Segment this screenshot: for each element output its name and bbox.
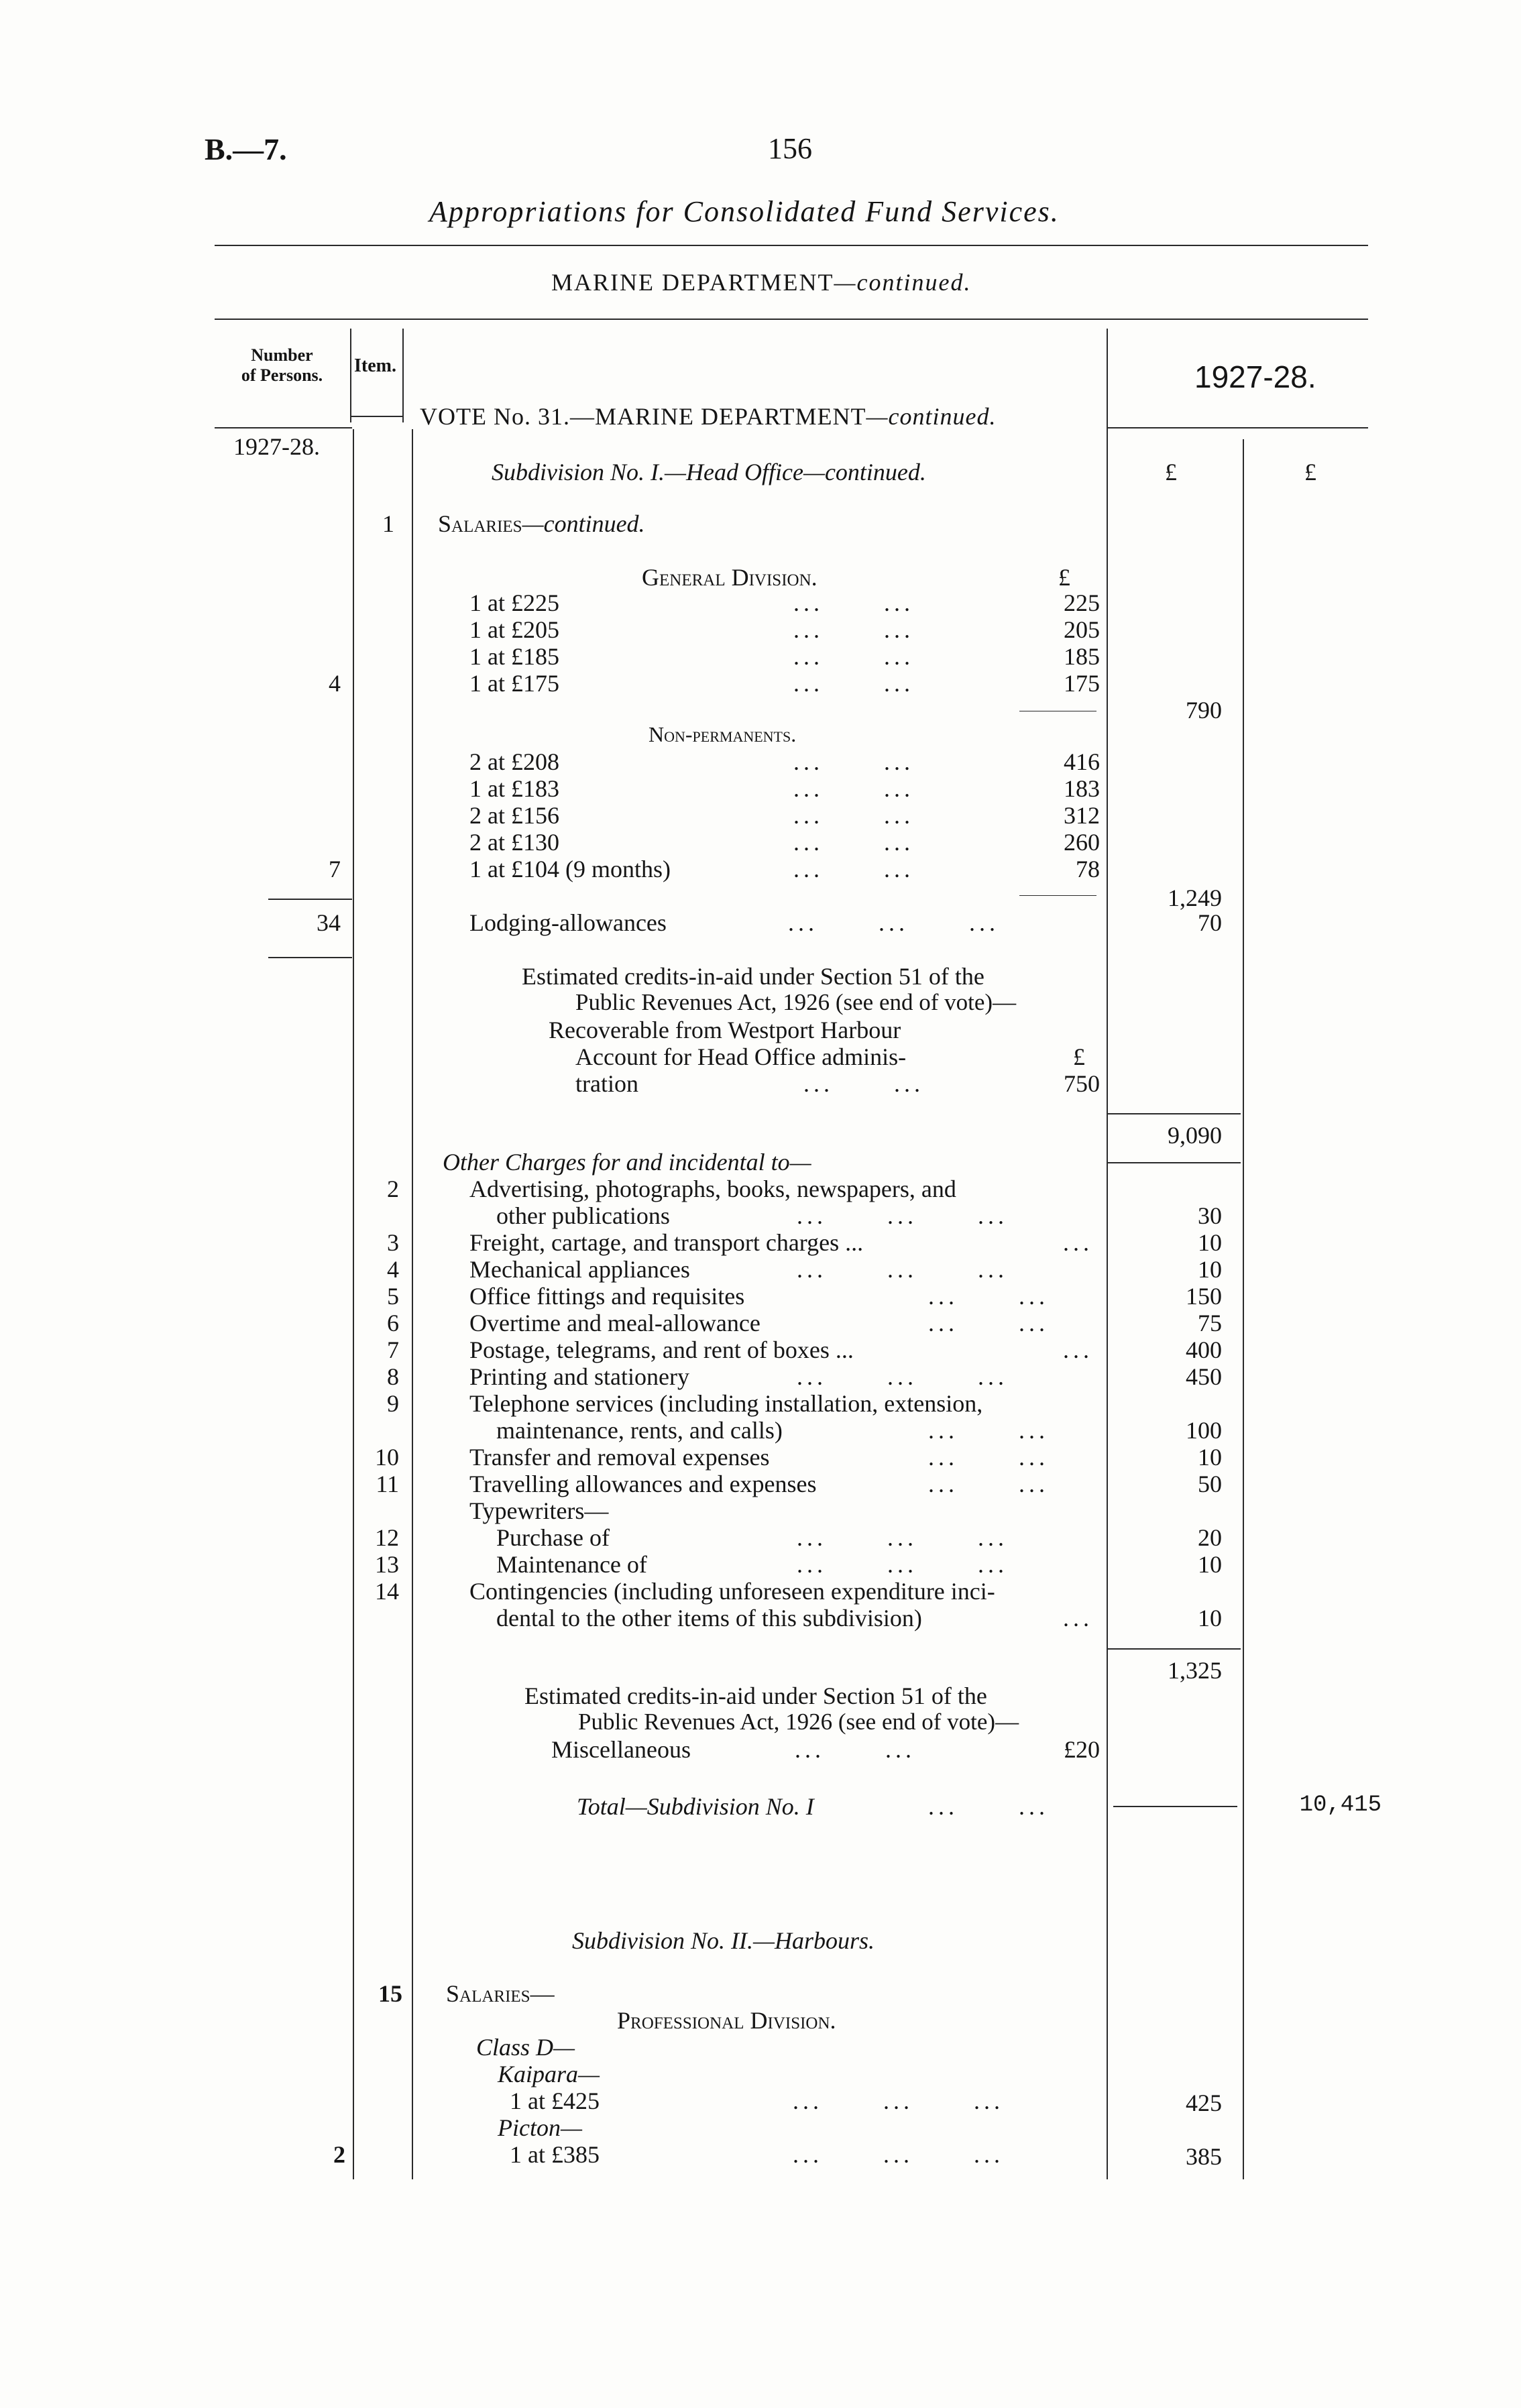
charge-value: 450: [1186, 1363, 1222, 1390]
subdivision-2-persons: 2: [333, 2141, 345, 2168]
non-permanent-row-label: 1 at £104 (9 months): [469, 856, 671, 882]
typewriter-value: 20: [1198, 1524, 1222, 1551]
kaipara-row-label: 1 at £425: [510, 2087, 600, 2114]
other-charges-heading: Other Charges for and incidental to—: [443, 1149, 811, 1176]
col-divider-item-lower: [412, 429, 413, 2179]
year-column-header: 1927-28.: [1194, 359, 1316, 394]
general-row-label: 1 at £205: [469, 616, 559, 643]
department-heading-cont: —continued.: [834, 269, 972, 296]
leader-dots: ... ... ...: [797, 1202, 1008, 1229]
salaries-subtotal-rule-top: [1107, 1113, 1241, 1114]
general-division-heading: General Division.: [642, 564, 818, 591]
leader-dots: ... ...: [928, 1444, 1049, 1471]
non-permanent-row-value: 78: [1076, 856, 1100, 882]
general-division-persons: 4: [329, 670, 341, 697]
item-number: 8: [387, 1363, 399, 1390]
item-number: 9: [387, 1390, 399, 1417]
persons-year-label: 1927-28.: [233, 433, 320, 460]
typewriter-label: Purchase of: [496, 1524, 610, 1551]
charge-value: 400: [1186, 1336, 1222, 1363]
charge-label: Advertising, photographs, books, newspapers, and: [469, 1176, 956, 1202]
page-number: 156: [768, 132, 812, 165]
general-row-label: 1 at £185: [469, 643, 559, 670]
misc-credits-line: Estimated credits-in-aid under Section 51 of the: [524, 1682, 987, 1709]
typewriter-label: Maintenance of: [496, 1551, 647, 1578]
item-number: 3: [387, 1229, 399, 1256]
page-title: Appropriations for Consolidated Fund Services.: [429, 195, 1060, 228]
item-number: 7: [387, 1336, 399, 1363]
leader-dots: ... ...: [928, 1310, 1049, 1336]
leader-dots: ... ... ...: [793, 2141, 1004, 2168]
non-permanent-row-label: 2 at £130: [469, 829, 559, 856]
class-label: Class D—: [476, 2034, 575, 2061]
general-row-value: 225: [1064, 589, 1100, 616]
charge-label: Printing and stationery: [469, 1363, 689, 1390]
item-number: 11: [376, 1471, 399, 1497]
general-row-value: 205: [1064, 616, 1100, 643]
picton-label: Picton—: [498, 2114, 582, 2141]
vote-title: [420, 402, 997, 431]
leader-dots: ... ...: [793, 670, 914, 697]
lodging-allowances-value: 70: [1198, 909, 1222, 936]
leader-dots: ... ...: [928, 1471, 1049, 1497]
charge-value: 30: [1198, 1202, 1222, 1229]
department-heading: [551, 268, 972, 296]
leader-dots: ... ...: [793, 748, 914, 775]
leader-dots: ... ...: [793, 829, 914, 856]
credits-line: Estimated credits-in-aid under Section 51 of the: [522, 963, 984, 990]
contingencies-label-cont: dental to the other items of this subdivision): [496, 1605, 922, 1631]
leader-dots: ... ... ...: [797, 1551, 1008, 1578]
lodging-allowances-label: Lodging-allowances: [469, 909, 667, 936]
department-heading-main: MARINE DEPARTMENT: [551, 269, 834, 296]
document-ref: B.—7.: [205, 132, 287, 166]
salaries-item-number: 1: [382, 510, 394, 537]
persons-total-rule: [268, 957, 352, 958]
item-number: 14: [375, 1578, 399, 1605]
leader-dots: ...: [1063, 1605, 1093, 1631]
credits-line: tration: [575, 1070, 638, 1097]
leader-dots: ... ...: [928, 1793, 1049, 1820]
non-permanents-total: 1,249: [1168, 884, 1222, 911]
item-number: 4: [387, 1256, 399, 1283]
item-column-header: Item.: [354, 355, 396, 376]
other-charges-subtotal: 1,325: [1168, 1657, 1222, 1684]
charge-label: Transfer and removal expenses: [469, 1444, 770, 1471]
table-top-rule: [215, 319, 1368, 320]
item-header-rule: [350, 416, 404, 417]
leader-dots: ... ... ...: [788, 909, 999, 936]
misc-credits-label: Miscellaneous: [551, 1736, 691, 1763]
kaipara-value: 425: [1186, 2089, 1222, 2116]
professional-division-heading: Professional Division.: [617, 2007, 836, 2034]
salaries-label: Salaries: [438, 510, 522, 537]
picton-row-label: 1 at £385: [510, 2141, 600, 2168]
subdivision-1-heading: Subdivision No. I.—Head Office—continued.: [492, 459, 926, 485]
charge-label-cont: maintenance, rents, and calls): [496, 1417, 783, 1444]
non-permanents-heading: Non-permanents.: [649, 722, 797, 746]
charge-label: Overtime and meal-allowance: [469, 1310, 760, 1336]
leader-dots: ... ...: [793, 643, 914, 670]
leader-dots: ...: [1063, 1229, 1093, 1256]
salaries-persons-total: 34: [317, 909, 341, 936]
misc-credits-value: £20: [1064, 1736, 1100, 1763]
charge-label: Postage, telegrams, and rent of boxes ...: [469, 1336, 854, 1363]
general-row-label: 1 at £225: [469, 589, 559, 616]
leader-dots: ... ...: [793, 589, 914, 616]
contingencies-value: 10: [1198, 1605, 1222, 1631]
salaries-label-cont: —continued.: [522, 510, 645, 537]
non-permanent-row-value: 416: [1064, 748, 1100, 775]
item-number: 15: [378, 1980, 402, 2007]
typewriter-value: 10: [1198, 1551, 1222, 1578]
other-charges-subtotal-rule: [1107, 1648, 1241, 1650]
col-divider-amount: [1107, 329, 1108, 2179]
charge-value: 10: [1198, 1256, 1222, 1283]
subdivision-2-salaries-label: Salaries—: [446, 1980, 555, 2007]
amount-pound-header: £: [1165, 459, 1177, 485]
persons-header-rule: [215, 427, 352, 428]
salaries-heading: [438, 510, 645, 538]
col-divider-persons-lower: [353, 429, 354, 2179]
amount-header-rule: [1107, 427, 1368, 428]
general-row-label: 1 at £175: [469, 670, 559, 697]
misc-credits-line: Public Revenues Act, 1926 (see end of vote)—: [578, 1709, 1019, 1735]
leader-dots: ... ...: [803, 1070, 924, 1097]
leader-dots: ... ...: [793, 802, 914, 829]
leader-dots: ... ...: [928, 1417, 1049, 1444]
charge-label: Freight, cartage, and transport charges ...: [469, 1229, 864, 1256]
contingencies-label: Contingencies (including unforeseen expenditure inci-: [469, 1578, 995, 1605]
item-number: 12: [375, 1524, 399, 1551]
leader-dots: ... ... ...: [797, 1256, 1008, 1283]
non-permanent-row-label: 1 at £183: [469, 775, 559, 802]
leader-dots: ... ... ...: [797, 1524, 1008, 1551]
total-subdivision-1-label: Total—Subdivision No. I: [577, 1793, 814, 1820]
total-subdivision-1-dash: [1113, 1806, 1237, 1807]
charge-value: 50: [1198, 1471, 1222, 1497]
non-permanent-subtotal-rule: [1019, 895, 1096, 896]
persons-column-header: [213, 345, 351, 386]
charge-label: Telephone services (including installation, extension,: [469, 1390, 983, 1417]
item-number: 2: [387, 1176, 399, 1202]
charge-value: 100: [1186, 1417, 1222, 1444]
credits-pound: £: [1073, 1043, 1085, 1070]
charge-label: Mechanical appliances: [469, 1256, 690, 1283]
persons-header-line2: of Persons.: [241, 365, 323, 385]
leader-dots: ... ... ...: [793, 2087, 1004, 2114]
subdivision-2-heading: Subdivision No. II.—Harbours.: [572, 1927, 875, 1954]
total-pound-header: £: [1304, 459, 1316, 485]
vote-title-cont: —continued.: [866, 403, 997, 430]
kaipara-label: Kaipara—: [498, 2061, 600, 2087]
salaries-subtotal-rule-bottom: [1107, 1162, 1241, 1163]
credits-line: Account for Head Office adminis-: [575, 1043, 907, 1070]
leader-dots: ... ...: [793, 856, 914, 882]
charge-value: 75: [1198, 1310, 1222, 1336]
credits-line: Recoverable from Westport Harbour: [549, 1017, 901, 1043]
charge-value: 10: [1198, 1444, 1222, 1471]
picton-value: 385: [1186, 2143, 1222, 2170]
credits-line: Public Revenues Act, 1926 (see end of vote)—: [575, 989, 1017, 1015]
non-permanent-row-label: 2 at £156: [469, 802, 559, 829]
general-row-value: 175: [1064, 670, 1100, 697]
non-permanent-row-value: 183: [1064, 775, 1100, 802]
leader-dots: ... ...: [928, 1283, 1049, 1310]
persons-subtotal-rule: [268, 899, 352, 900]
charge-label-cont: other publications: [496, 1202, 670, 1229]
total-subdivision-1-value: 10,415: [1299, 1792, 1382, 1818]
non-permanent-row-label: 2 at £208: [469, 748, 559, 775]
vote-title-main: VOTE No. 31.—MARINE DEPARTMENT: [420, 403, 866, 430]
persons-header-line1: Number: [251, 345, 313, 365]
col-divider-item: [402, 329, 404, 422]
item-number: 6: [387, 1310, 399, 1336]
general-row-value: 185: [1064, 643, 1100, 670]
non-permanent-row-value: 260: [1064, 829, 1100, 856]
item-number: 13: [375, 1551, 399, 1578]
non-permanents-persons: 7: [329, 856, 341, 882]
leader-dots: ... ...: [795, 1736, 915, 1763]
salaries-subtotal: 9,090: [1168, 1122, 1222, 1149]
leader-dots: ... ...: [793, 775, 914, 802]
title-rule: [215, 245, 1368, 246]
charge-label: Office fittings and requisites: [469, 1283, 745, 1310]
leader-dots: ... ... ...: [797, 1363, 1008, 1390]
charge-value: 150: [1186, 1283, 1222, 1310]
charge-label: Travelling allowances and expenses: [469, 1471, 817, 1497]
general-division-total: 790: [1186, 697, 1222, 724]
credits-value: 750: [1064, 1070, 1100, 1097]
leader-dots: ... ...: [793, 616, 914, 643]
general-division-pound: £: [1058, 564, 1070, 591]
non-permanent-row-value: 312: [1064, 802, 1100, 829]
typewriters-heading: Typewriters—: [469, 1497, 609, 1524]
charge-value: 10: [1198, 1229, 1222, 1256]
col-divider-total: [1243, 439, 1244, 2179]
item-number: 5: [387, 1283, 399, 1310]
item-number: 10: [375, 1444, 399, 1471]
leader-dots: ...: [1063, 1336, 1093, 1363]
